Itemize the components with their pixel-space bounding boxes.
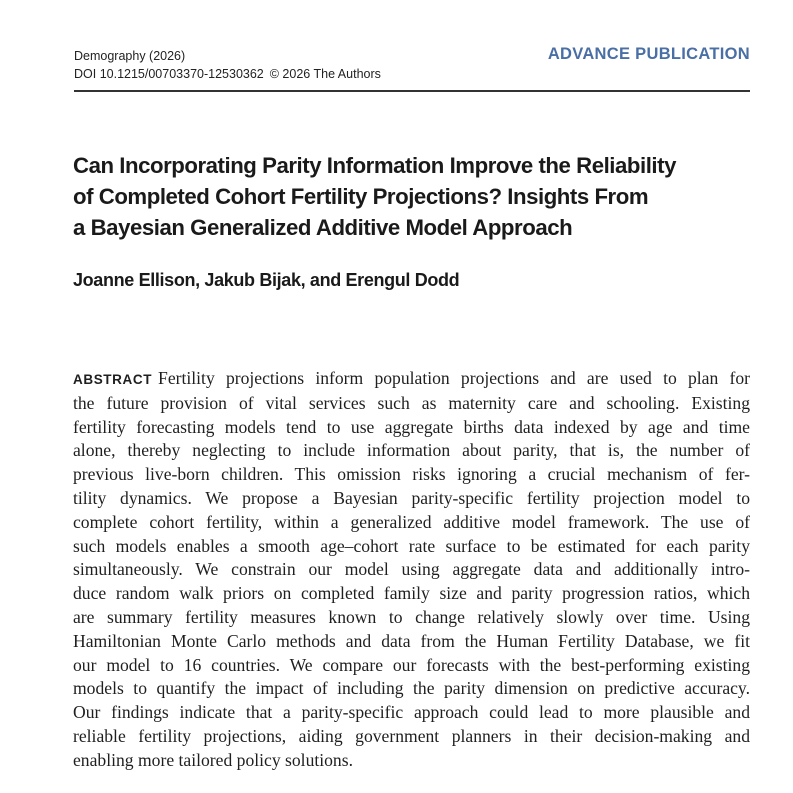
abstract-line-text: Fertility projections inform population projections and are used to plan for [158,368,750,388]
abstract-line: reliable fertility projections, aiding government planners in their decision-making and [73,725,750,746]
abstract [73,367,750,773]
abstract-line: the future provision of vital services such as maternity care and schooling. Existing [73,392,750,413]
abstract-line: alone, thereby neglecting to include information about parity, that is, the number of [73,440,750,461]
title-line: a Bayesian Generalized Additive Model Approach [73,215,573,240]
journal-citation: Demography (2026) [74,49,186,63]
copyright-notice: © 2026 The Authors [269,67,381,81]
abstract-line: complete cohort fertility, within a generalized additive model framework. The use of [73,511,750,532]
advance-publication-label: ADVANCE PUBLICATION [547,45,750,63]
abstract-line [73,367,750,392]
abstract-line: are summary fertility measures known to change relatively slowly over time. Using [73,606,750,627]
article-title [73,150,753,243]
abstract-label: ABSTRACT [73,372,153,387]
abstract-line: previous live-born children. This omission risks ignoring a crucial mechanism of fer- [73,464,750,485]
abstract-line: duce random walk priors on completed family size and parity progression ratios, which [73,583,750,604]
abstract-line: tility dynamics. We propose a Bayesian parity-specific fertility projection model to [73,487,750,508]
title-line: of Completed Cohort Fertility Projections? Insights From [73,184,649,209]
doi-link[interactable]: DOI 10.1215/00703370-12530362 [74,67,264,81]
article-header [74,44,750,92]
abstract-line: models to quantify the impact of including the parity dimension on predictive accuracy. [73,678,750,699]
abstract-line: enabling more tailored policy solutions. [73,749,353,770]
title-line: Can Incorporating Parity Information Improve the Reliability [73,153,676,178]
abstract-line: fertility forecasting models tend to use aggregate births data indexed by age and time [73,416,750,437]
abstract-line: Hamiltonian Monte Carlo methods and data from the Human Fertility Database, we fit [73,630,750,651]
abstract-line: our model to 16 countries. We compare our forecasts with the best-performing existing [73,654,750,675]
abstract-line: Our findings indicate that a parity-specific approach could lead to more plausible and [73,702,750,723]
author-list: Joanne Ellison, Jakub Bijak, and Erengul Dodd [73,270,460,290]
abstract-line: such models enables a smooth age–cohort rate surface to be estimated for each parity [73,535,750,556]
doi-copyright-line [74,66,381,82]
abstract-line: simultaneously. We constrain our model using aggregate data and additionally intro- [73,559,750,580]
